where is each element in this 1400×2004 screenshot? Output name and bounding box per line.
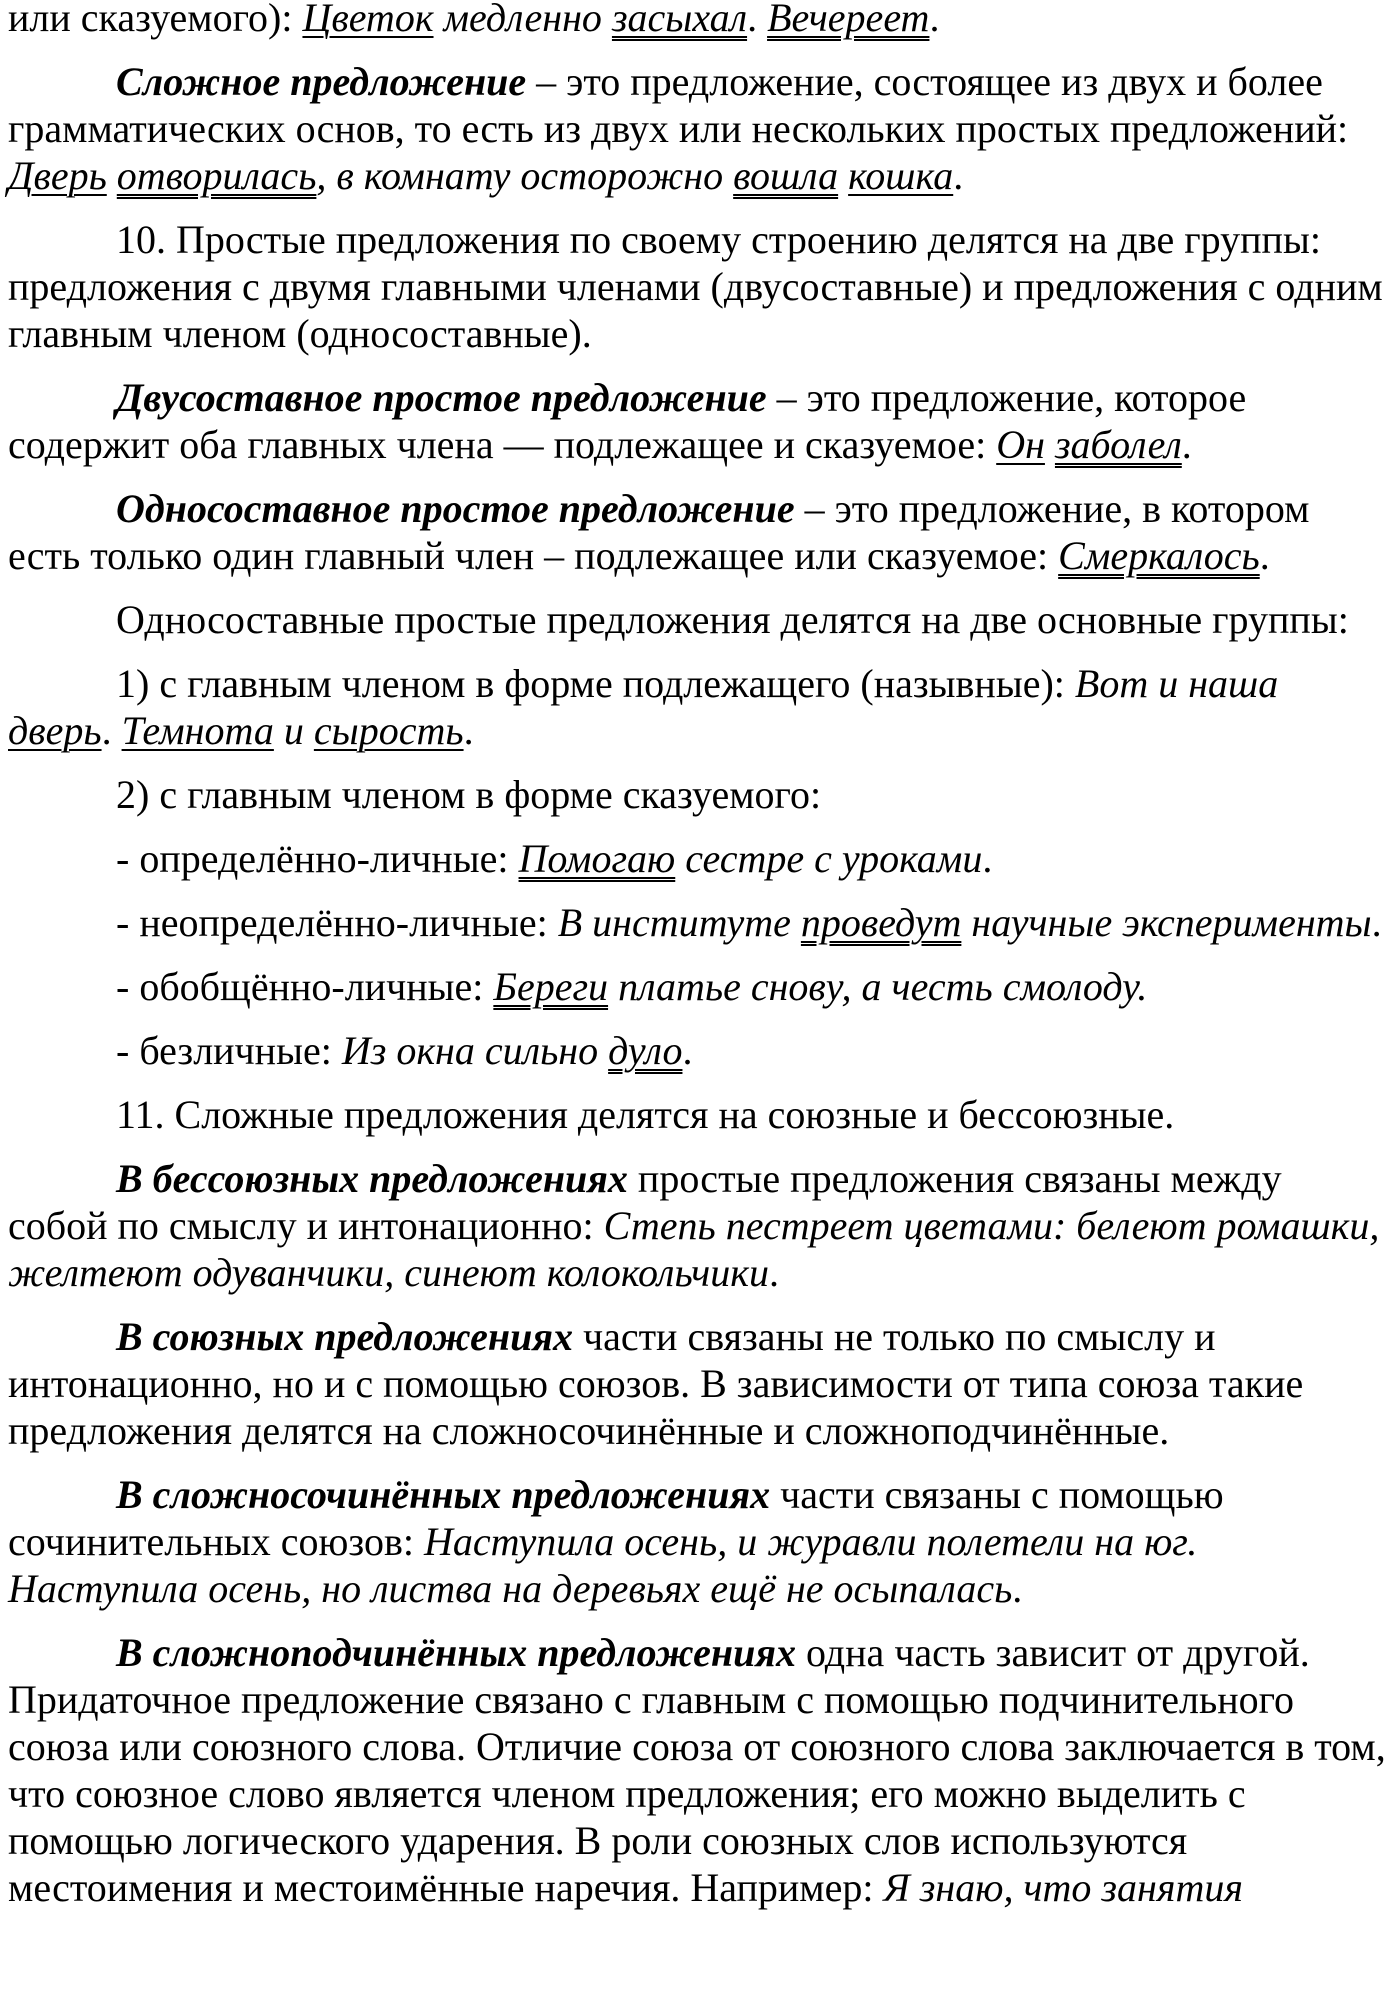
example-text: В институте xyxy=(557,900,801,945)
term-heading: В бессоюзных предложениях xyxy=(116,1156,628,1201)
text-run: 2) с главным членом в форме сказуемого: xyxy=(116,772,822,817)
term-heading: Сложное предложение xyxy=(116,59,527,104)
paragraph xyxy=(8,1155,1390,1296)
example-text: Степь пестреет цветами: белеют ромашки, желтеют одуванчики, синеют колокольчики xyxy=(8,1203,1380,1295)
example-text: сестре с уроками xyxy=(675,836,983,881)
text-run: части связаны не только по смыслу и интонационно, но и с помощью союзов. В зависимости от типа союза такие предложения делятся на сложносочинённые и сложноподчинённые. xyxy=(8,1314,1304,1453)
text-run: - безличные: xyxy=(116,1028,342,1073)
term-heading: В сложноподчинённых предложениях xyxy=(116,1630,796,1675)
subject-example: Он xyxy=(996,422,1045,467)
predicate-example: Помогаю xyxy=(518,836,676,881)
text-run: . xyxy=(1181,422,1192,467)
subject-example: кошка xyxy=(848,153,954,198)
predicate-example: Вечереет xyxy=(767,0,930,40)
paragraph xyxy=(8,0,1390,41)
predicate-example: Смеркалось xyxy=(1058,533,1260,578)
text-run: части связаны с помощью сочинительных союзов: xyxy=(8,1472,1224,1564)
paragraph xyxy=(8,1471,1390,1612)
subject-example: Темнота xyxy=(121,708,274,753)
text-run: Односоставные простые предложения делятся на две основные группы: xyxy=(116,597,1349,642)
paragraph xyxy=(8,963,1390,1010)
subject-example: дверь xyxy=(8,708,102,753)
subject-example: сырость xyxy=(313,708,464,753)
example-text xyxy=(838,153,848,198)
predicate-example: Береги xyxy=(493,964,609,1009)
paragraph xyxy=(8,835,1390,882)
text-run: . xyxy=(929,0,940,40)
paragraph xyxy=(8,1629,1390,1911)
paragraph xyxy=(8,771,1390,818)
text-run: 11. Сложные предложения делятся на союзные и бессоюзные. xyxy=(116,1092,1175,1137)
example-text: и xyxy=(273,708,314,753)
text-run: простые предложения связаны между собой по смыслу и интонационно: xyxy=(8,1156,1282,1248)
example-text: Вот и наша xyxy=(1074,661,1279,706)
text-run: - определённо-личные: xyxy=(116,836,519,881)
paragraph xyxy=(8,1027,1390,1074)
text-run: . xyxy=(1371,900,1382,945)
text-run: - неопределённо-личные: xyxy=(116,900,558,945)
text-run: . xyxy=(682,1028,693,1073)
predicate-example: отворилась xyxy=(116,153,317,198)
paragraph xyxy=(8,1313,1390,1454)
example-text: , в комнату осторожно xyxy=(316,153,734,198)
example-text: Я знаю, что занятия xyxy=(883,1865,1243,1910)
paragraph xyxy=(8,485,1390,579)
subject-example: Дверь xyxy=(8,153,107,198)
text-run: - обобщённо-личные: xyxy=(116,964,494,1009)
example-text xyxy=(107,153,117,198)
term-heading: Односоставное простое предложение xyxy=(116,486,795,531)
text-run: 1) с главным членом в форме подлежащего (назывные): xyxy=(116,661,1075,706)
text-run: 10. Простые предложения по своему строению делятся на две группы: предложения с двумя главными членами (двусоставные) и предложения с одним главным членом (односоставные). xyxy=(8,217,1383,356)
paragraph xyxy=(8,216,1390,357)
paragraph xyxy=(8,374,1390,468)
predicate-example: дуло xyxy=(608,1028,683,1073)
text-run: – это предложение, в котором есть только один главный член – подлежащее или сказуемое: xyxy=(8,486,1310,578)
example-text: Из окна сильно xyxy=(341,1028,609,1073)
subject-example: Цветок xyxy=(302,0,434,40)
paragraph xyxy=(8,1091,1390,1138)
paragraph xyxy=(8,899,1390,946)
predicate-example: засыхал xyxy=(611,0,748,40)
text-run: . xyxy=(982,836,993,881)
text-run: . xyxy=(463,708,474,753)
term-heading: В союзных предложениях xyxy=(116,1314,573,1359)
example-text: Наступила осень, и журавли полетели на юг. Наступила осень, но листва на деревьях ещё не осыпалась xyxy=(8,1519,1198,1611)
predicate-example: вошла xyxy=(733,153,839,198)
text-run: – это предложение, которое содержит оба главных члена — подлежащее и сказуемое: xyxy=(8,375,1247,467)
text-run: . xyxy=(1012,1566,1023,1611)
text-run: . xyxy=(953,153,964,198)
text-run: или сказуемого): xyxy=(8,0,303,40)
paragraph xyxy=(8,58,1390,199)
text-run: – это предложение, состоящее из двух и более грамматических основ, то есть из двух или нескольких простых предложений: xyxy=(8,59,1349,151)
text-run: . xyxy=(768,1250,779,1295)
predicate-example: проведут xyxy=(800,900,962,945)
text-run: . xyxy=(1259,533,1270,578)
predicate-example: заболел xyxy=(1054,422,1182,467)
example-text: медленно xyxy=(433,0,612,40)
paragraph xyxy=(8,596,1390,643)
term-heading: Двусоставное простое предложение xyxy=(116,375,767,420)
example-text: научные эксперименты xyxy=(961,900,1372,945)
text-run: . xyxy=(747,0,768,40)
example-text xyxy=(1045,422,1055,467)
text-run: . xyxy=(101,708,122,753)
term-heading: В сложносочинённых предложениях xyxy=(116,1472,771,1517)
example-text: платье снову, а честь смолоду. xyxy=(608,964,1148,1009)
paragraph xyxy=(8,660,1390,754)
text-run: одна часть зависит от другой. Придаточное предложение связано с главным с помощью подчинительного союза или союзного слова. Отличие союза от союзного слова заключается в том, что союзное слово является членом предложения; его можно выделить с помощью логического ударения. В роли союзных слов используются местоимения и местоимённые наречия. Например: xyxy=(8,1630,1386,1910)
